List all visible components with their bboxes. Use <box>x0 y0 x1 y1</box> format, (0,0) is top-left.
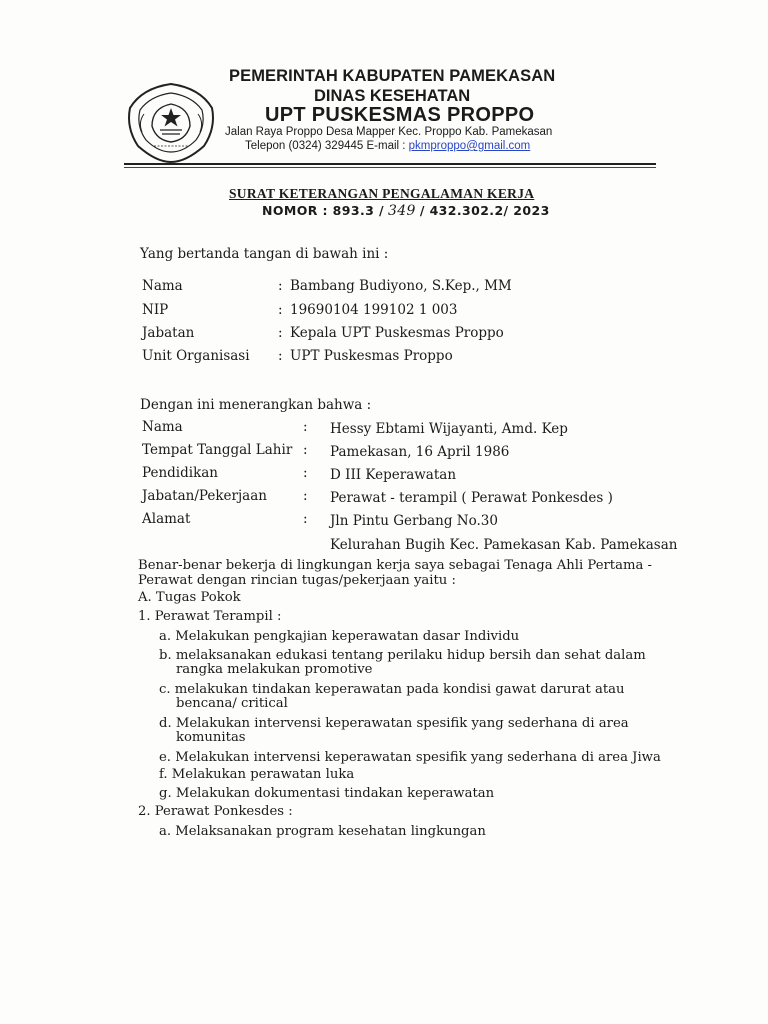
colon: : <box>278 325 283 341</box>
subject-label: Tempat Tanggal Lahir <box>142 442 293 458</box>
task-item: b. melaksanakan edukasi tentang perilaku hidup bersih dan sehat dalam <box>159 648 646 663</box>
signer-label: Nama <box>142 278 183 294</box>
signer-label: NIP <box>142 302 169 318</box>
task-item-continued: komunitas <box>176 730 246 745</box>
subject-value: Pamekasan, 16 April 1986 <box>330 444 510 460</box>
government-name: PEMERINTAH KABUPATEN PAMEKASAN <box>229 67 556 85</box>
document-number <box>262 203 550 219</box>
task-group-heading: 2. Perawat Ponkesdes : <box>138 804 293 819</box>
colon: : <box>303 419 308 435</box>
task-item: g. Melakukan dokumentasi tindakan keperawatan <box>159 786 495 801</box>
colon: : <box>278 302 283 318</box>
task-item-continued: rangka melakukan promotive <box>176 662 373 677</box>
subject-value: Hessy Ebtami Wijayanti, Amd. Kep <box>330 421 568 437</box>
phone-text: Telepon (0324) 329445 E-mail : <box>245 140 409 152</box>
body-line: Perawat dengan rincian tugas/pekerjaan yaitu : <box>138 573 456 588</box>
letterhead-rule-thin <box>124 167 656 168</box>
subject-label: Alamat <box>142 511 191 527</box>
unit-name: UPT PUSKESMAS PROPPO <box>265 104 535 126</box>
task-item: a. Melaksanakan program kesehatan lingkungan <box>159 824 486 839</box>
colon: : <box>303 488 308 504</box>
body-line: Benar-benar bekerja di lingkungan kerja saya sebagai Tenaga Ahli Pertama - <box>138 558 652 573</box>
task-group-heading: 1. Perawat Terampil : <box>138 609 282 624</box>
department-name: DINAS KESEHATAN <box>314 87 471 105</box>
task-item: e. Melakukan intervensi keperawatan spesifik yang sederhana di area Jiwa <box>159 750 661 765</box>
task-item-continued: bencana/ critical <box>176 696 288 711</box>
signer-value: 19690104 199102 1 003 <box>290 302 458 318</box>
document-title: SURAT KETERANGAN PENGALAMAN KERJA <box>229 186 535 201</box>
subject-value: D III Keperawatan <box>330 467 457 483</box>
task-item: c. melakukan tindakan keperawatan pada kondisi gawat darurat atau <box>159 682 625 697</box>
government-seal-logo <box>124 78 218 164</box>
colon: : <box>303 511 308 527</box>
number-suffix: / 432.302.2/ 2023 <box>419 203 550 218</box>
handwritten-number: 349 <box>387 203 416 219</box>
task-item: f. Melakukan perawatan luka <box>159 767 355 782</box>
subject-value: Jln Pintu Gerbang No.30 <box>330 513 498 529</box>
section-heading: A. Tugas Pokok <box>138 590 241 605</box>
statement-text: Dengan ini menerangkan bahwa : <box>140 397 372 413</box>
colon: : <box>278 278 283 294</box>
subject-label: Nama <box>142 419 183 435</box>
signer-value: Bambang Budiyono, S.Kep., MM <box>290 278 512 294</box>
colon: : <box>278 348 283 364</box>
number-prefix: NOMOR : 893.3 / <box>262 203 384 218</box>
signer-label: Jabatan <box>142 325 195 341</box>
task-item: a. Melakukan pengkajian keperawatan dasar Individu <box>159 629 520 644</box>
subject-label: Pendidikan <box>142 465 219 481</box>
address-line-2: Kelurahan Bugih Kec. Pamekasan Kab. Pamekasan <box>330 537 678 553</box>
signer-value: Kepala UPT Puskesmas Proppo <box>290 325 504 341</box>
colon: : <box>303 465 308 481</box>
email-link[interactable]: pkmproppo@gmail.com <box>408 140 531 152</box>
colon: : <box>303 442 308 458</box>
subject-label: Jabatan/Pekerjaan <box>142 488 267 504</box>
signer-label: Unit Organisasi <box>142 348 250 364</box>
signer-value: UPT Puskesmas Proppo <box>290 348 453 364</box>
letterhead-rule <box>124 163 656 165</box>
contact-line <box>245 140 530 152</box>
task-item: d. Melakukan intervensi keperawatan spesifik yang sederhana di area <box>159 716 629 731</box>
subject-value: Perawat - terampil ( Perawat Ponkesdes ) <box>330 490 613 506</box>
intro-text: Yang bertanda tangan di bawah ini : <box>140 246 389 262</box>
office-address: Jalan Raya Proppo Desa Mapper Kec. Proppo Kab. Pamekasan <box>225 126 553 138</box>
